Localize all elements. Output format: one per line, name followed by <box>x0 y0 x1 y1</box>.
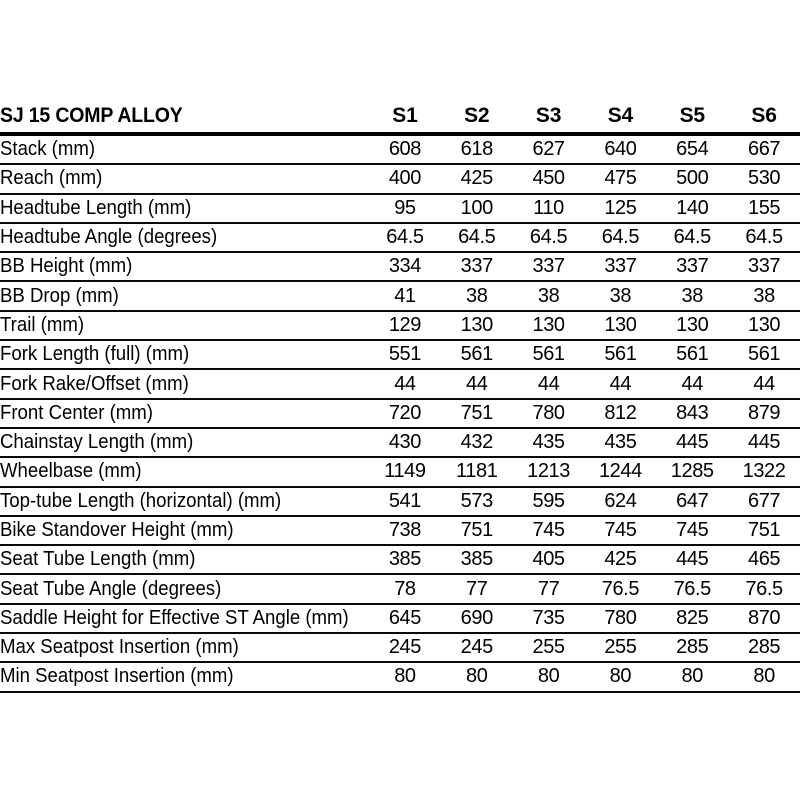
cell-value: 44 <box>584 369 656 398</box>
cell-value: 129 <box>369 311 441 340</box>
cell-value: 618 <box>441 134 513 164</box>
cell-value: 76.5 <box>656 574 728 603</box>
table-row <box>0 574 800 603</box>
cell-value: 812 <box>584 399 656 428</box>
cell-value: 870 <box>728 604 800 633</box>
cell-value: 95 <box>369 194 441 223</box>
header-row <box>0 103 800 134</box>
row-label <box>0 428 369 457</box>
cell-value: 561 <box>656 340 728 369</box>
cell-value: 285 <box>728 633 800 662</box>
cell-value: 64.5 <box>584 223 656 252</box>
cell-value: 44 <box>656 369 728 398</box>
cell-value: 78 <box>369 574 441 603</box>
cell-value: 677 <box>728 487 800 516</box>
geometry-table-container <box>0 103 800 693</box>
cell-value: 255 <box>584 633 656 662</box>
cell-value: 745 <box>513 516 585 545</box>
cell-value: 337 <box>656 252 728 281</box>
cell-value: 64.5 <box>369 223 441 252</box>
cell-value: 445 <box>728 428 800 457</box>
cell-value: 100 <box>441 194 513 223</box>
cell-value: 337 <box>513 252 585 281</box>
column-header-s1: S1 <box>369 103 441 134</box>
cell-value: 64.5 <box>728 223 800 252</box>
cell-value: 645 <box>369 604 441 633</box>
row-label <box>0 134 369 164</box>
cell-value: 1244 <box>584 457 656 486</box>
row-label <box>0 194 369 223</box>
cell-value: 76.5 <box>728 574 800 603</box>
row-label <box>0 662 369 691</box>
row-label <box>0 164 369 193</box>
cell-value: 561 <box>441 340 513 369</box>
row-label <box>0 604 369 633</box>
row-label <box>0 252 369 281</box>
row-label <box>0 574 369 603</box>
table-row <box>0 164 800 193</box>
table-body <box>0 134 800 692</box>
cell-value: 155 <box>728 194 800 223</box>
table-row <box>0 487 800 516</box>
row-label <box>0 340 369 369</box>
column-header-s4: S4 <box>584 103 656 134</box>
row-label-text: Max Seatpost Insertion (mm) <box>0 636 239 659</box>
cell-value: 80 <box>728 662 800 691</box>
cell-value: 561 <box>584 340 656 369</box>
cell-value: 400 <box>369 164 441 193</box>
row-label-text: Fork Rake/Offset (mm) <box>0 372 189 395</box>
cell-value: 624 <box>584 487 656 516</box>
geometry-table <box>0 103 800 693</box>
row-label <box>0 633 369 662</box>
table-row <box>0 399 800 428</box>
cell-value: 654 <box>656 134 728 164</box>
row-label-text: Fork Length (full) (mm) <box>0 343 190 366</box>
cell-value: 385 <box>441 545 513 574</box>
row-label <box>0 311 369 340</box>
cell-value: 647 <box>656 487 728 516</box>
row-label-text: Saddle Height for Effective ST Angle (mm) <box>0 606 349 629</box>
cell-value: 80 <box>513 662 585 691</box>
cell-value: 245 <box>441 633 513 662</box>
cell-value: 1322 <box>728 457 800 486</box>
table-row <box>0 311 800 340</box>
cell-value: 38 <box>513 281 585 310</box>
row-label-text: BB Drop (mm) <box>0 284 119 307</box>
cell-value: 80 <box>441 662 513 691</box>
row-label-text: Headtube Length (mm) <box>0 196 192 219</box>
cell-value: 38 <box>728 281 800 310</box>
cell-value: 475 <box>584 164 656 193</box>
row-label-text: Wheelbase (mm) <box>0 460 142 483</box>
cell-value: 745 <box>584 516 656 545</box>
column-header-s5: S5 <box>656 103 728 134</box>
row-label-text: Reach (mm) <box>0 167 103 190</box>
cell-value: 385 <box>369 545 441 574</box>
table-row <box>0 252 800 281</box>
cell-value: 465 <box>728 545 800 574</box>
cell-value: 751 <box>441 399 513 428</box>
table-row <box>0 545 800 574</box>
cell-value: 76.5 <box>584 574 656 603</box>
cell-value: 44 <box>513 369 585 398</box>
cell-value: 551 <box>369 340 441 369</box>
cell-value: 561 <box>513 340 585 369</box>
cell-value: 573 <box>441 487 513 516</box>
column-header-s3: S3 <box>513 103 585 134</box>
table-row <box>0 223 800 252</box>
cell-value: 405 <box>513 545 585 574</box>
cell-value: 843 <box>656 399 728 428</box>
column-header-s2: S2 <box>441 103 513 134</box>
row-label-text: BB Height (mm) <box>0 255 133 278</box>
cell-value: 77 <box>441 574 513 603</box>
cell-value: 1213 <box>513 457 585 486</box>
table-row <box>0 369 800 398</box>
row-label-text: Bike Standover Height (mm) <box>0 519 234 541</box>
cell-value: 130 <box>728 311 800 340</box>
table-row <box>0 428 800 457</box>
cell-value: 751 <box>441 516 513 545</box>
cell-value: 337 <box>441 252 513 281</box>
cell-value: 125 <box>584 194 656 223</box>
cell-value: 130 <box>513 311 585 340</box>
cell-value: 80 <box>656 662 728 691</box>
cell-value: 1181 <box>441 457 513 486</box>
cell-value: 720 <box>369 399 441 428</box>
cell-value: 780 <box>584 604 656 633</box>
cell-value: 44 <box>441 369 513 398</box>
cell-value: 255 <box>513 633 585 662</box>
cell-value: 38 <box>441 281 513 310</box>
table-row <box>0 604 800 633</box>
cell-value: 64.5 <box>513 223 585 252</box>
row-label-text: Trail (mm) <box>0 313 85 336</box>
table-title: SJ 15 COMP ALLOY <box>0 104 183 127</box>
row-label-text: Seat Tube Length (mm) <box>0 548 196 571</box>
row-label <box>0 516 369 545</box>
cell-value: 751 <box>728 516 800 545</box>
cell-value: 825 <box>656 604 728 633</box>
row-label <box>0 281 369 310</box>
row-label <box>0 457 369 486</box>
cell-value: 80 <box>369 662 441 691</box>
cell-value: 432 <box>441 428 513 457</box>
cell-value: 541 <box>369 487 441 516</box>
cell-value: 690 <box>441 604 513 633</box>
cell-value: 140 <box>656 194 728 223</box>
cell-value: 879 <box>728 399 800 428</box>
cell-value: 738 <box>369 516 441 545</box>
cell-value: 735 <box>513 604 585 633</box>
table-row <box>0 633 800 662</box>
table-title-cell <box>0 103 369 134</box>
cell-value: 44 <box>728 369 800 398</box>
cell-value: 530 <box>728 164 800 193</box>
table-row <box>0 281 800 310</box>
row-label-text: Front Center (mm) <box>0 401 153 424</box>
row-label <box>0 487 369 516</box>
cell-value: 667 <box>728 134 800 164</box>
cell-value: 130 <box>656 311 728 340</box>
cell-value: 77 <box>513 574 585 603</box>
cell-value: 38 <box>584 281 656 310</box>
cell-value: 640 <box>584 134 656 164</box>
cell-value: 561 <box>728 340 800 369</box>
table-row <box>0 194 800 223</box>
cell-value: 38 <box>656 281 728 310</box>
row-label <box>0 399 369 428</box>
cell-value: 430 <box>369 428 441 457</box>
row-label-text: Top-tube Length (horizontal) (mm) <box>0 489 282 512</box>
cell-value: 130 <box>441 311 513 340</box>
cell-value: 44 <box>369 369 441 398</box>
column-header-s6: S6 <box>728 103 800 134</box>
cell-value: 337 <box>584 252 656 281</box>
cell-value: 608 <box>369 134 441 164</box>
cell-value: 435 <box>513 428 585 457</box>
cell-value: 1149 <box>369 457 441 486</box>
cell-value: 425 <box>584 545 656 574</box>
row-label-text: Headtube Angle (degrees) <box>0 226 218 249</box>
cell-value: 285 <box>656 633 728 662</box>
cell-value: 64.5 <box>441 223 513 252</box>
cell-value: 445 <box>656 545 728 574</box>
row-label-text: Seat Tube Angle (degrees) <box>0 577 222 600</box>
cell-value: 334 <box>369 252 441 281</box>
cell-value: 450 <box>513 164 585 193</box>
cell-value: 435 <box>584 428 656 457</box>
cell-value: 627 <box>513 134 585 164</box>
cell-value: 595 <box>513 487 585 516</box>
cell-value: 445 <box>656 428 728 457</box>
row-label <box>0 369 369 398</box>
table-row <box>0 457 800 486</box>
table-row <box>0 134 800 164</box>
cell-value: 245 <box>369 633 441 662</box>
row-label-text: Min Seatpost Insertion (mm) <box>0 665 234 688</box>
cell-value: 425 <box>441 164 513 193</box>
cell-value: 80 <box>584 662 656 691</box>
cell-value: 41 <box>369 281 441 310</box>
row-label-text: Stack (mm) <box>0 138 96 161</box>
cell-value: 64.5 <box>656 223 728 252</box>
row-label <box>0 223 369 252</box>
row-label-text: Chainstay Length (mm) <box>0 431 194 454</box>
cell-value: 780 <box>513 399 585 428</box>
cell-value: 110 <box>513 194 585 223</box>
cell-value: 500 <box>656 164 728 193</box>
cell-value: 130 <box>584 311 656 340</box>
cell-value: 337 <box>728 252 800 281</box>
cell-value: 1285 <box>656 457 728 486</box>
table-row <box>0 516 800 545</box>
cell-value: 745 <box>656 516 728 545</box>
row-label <box>0 545 369 574</box>
table-row <box>0 662 800 691</box>
table-row <box>0 340 800 369</box>
